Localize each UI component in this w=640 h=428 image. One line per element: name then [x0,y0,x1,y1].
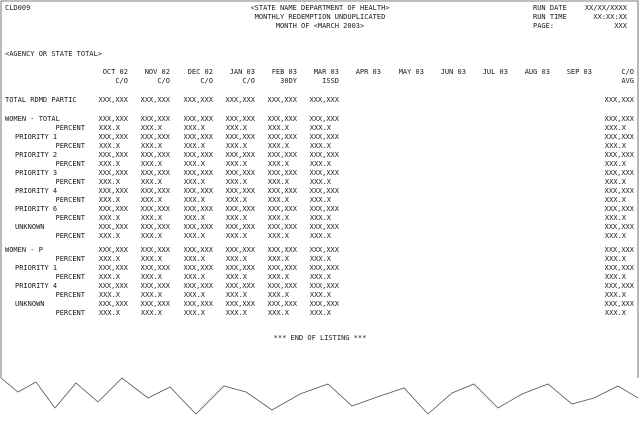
cell-count: XXX,XXX [267,264,297,272]
cell-percent: XXX.X [225,232,247,240]
column-header-month: DEC 02 [187,68,213,76]
cell-count: XXX,XXX [267,115,297,123]
cell-percent: XXX.X [604,178,626,186]
row-label: PRIORITY 4 [15,187,58,195]
cell-percent: XXX.X [225,160,247,168]
cell-count: XXX,XXX [98,246,128,254]
cell-percent: XXX.X [140,232,162,240]
cell-count: XXX,XXX [225,246,255,254]
cell-count: XXX,XXX [604,169,634,177]
cell-count: XXX,XXX [267,300,297,308]
column-header-month: C/O [621,68,634,76]
cell-count: XXX,XXX [140,246,170,254]
row-label: UNKNOWN [15,300,45,308]
row-label: PRIORITY 4 [15,282,58,290]
column-header-month: JAN 03 [229,68,255,76]
cell-percent: XXX.X [604,124,626,132]
cell-percent: XXX.X [267,291,289,299]
cell-count: XXX,XXX [225,151,255,159]
row-label: TOTAL RDMD PARTIC [5,96,77,104]
cell-count: XXX,XXX [98,223,128,231]
column-header-month: JUL 03 [482,68,508,76]
cell-count: XXX,XXX [98,264,128,272]
cell-percent: XXX.X [183,142,205,150]
cell-count: XXX,XXX [225,133,255,141]
row-label-percent: PERCENT [55,255,85,263]
cell-percent: XXX.X [183,178,205,186]
row-label-percent: PERCENT [55,232,85,240]
run-time-label: RUN TIME [533,13,567,21]
cell-percent: XXX.X [225,273,247,281]
cell-count: XXX,XXX [604,246,634,254]
row-label-percent: PERCENT [55,124,85,132]
cell-count: XXX,XXX [140,151,170,159]
cell-count: XXX,XXX [140,300,170,308]
cell-percent: XXX.X [98,273,120,281]
cell-count: XXX,XXX [267,187,297,195]
row-label-percent: PERCENT [55,178,85,186]
row-label: UNKNOWN [15,223,45,231]
column-header-sub: ISSD [322,77,339,85]
cell-percent: XXX.X [183,196,205,204]
row-label: PRIORITY 3 [15,169,58,177]
cell-count: XXX,XXX [225,115,255,123]
cell-count: XXX,XXX [183,151,213,159]
cell-count: XXX,XXX [140,96,170,104]
cell-count: XXX,XXX [183,169,213,177]
cell-count: XXX,XXX [98,133,128,141]
cell-percent: XXX.X [267,232,289,240]
row-label-percent: PERCENT [55,214,85,222]
cell-count: XXX,XXX [98,169,128,177]
cell-count: XXX,XXX [267,205,297,213]
cell-count: XXX,XXX [140,115,170,123]
row-label: PRIORITY 1 [15,264,58,272]
column-header-sub: C/O [115,77,128,85]
cell-count: XXX,XXX [225,223,255,231]
cell-count: XXX,XXX [309,115,339,123]
cell-count: XXX,XXX [183,264,213,272]
cell-count: XXX,XXX [604,187,634,195]
cell-percent: XXX.X [267,273,289,281]
cell-count: XXX,XXX [267,223,297,231]
cell-count: XXX,XXX [309,300,339,308]
cell-percent: XXX.X [267,196,289,204]
cell-percent: XXX.X [225,291,247,299]
cell-percent: XXX.X [604,291,626,299]
cell-count: XXX,XXX [140,205,170,213]
cell-count: XXX,XXX [267,151,297,159]
run-date-label: RUN DATE [533,4,567,12]
row-label: PRIORITY 2 [15,151,58,159]
cell-count: XXX,XXX [98,300,128,308]
cell-percent: XXX.X [183,273,205,281]
cell-percent: XXX.X [604,273,626,281]
cell-count: XXX,XXX [309,282,339,290]
cell-count: XXX,XXX [183,300,213,308]
cell-count: XXX,XXX [183,246,213,254]
row-label: WOMEN - P [5,246,43,254]
cell-count: XXX,XXX [225,169,255,177]
cell-count: XXX,XXX [183,205,213,213]
row-label: PRIORITY 6 [15,205,58,213]
row-label-percent: PERCENT [55,142,85,150]
cell-percent: XXX.X [309,273,331,281]
cell-percent: XXX.X [604,160,626,168]
cell-percent: XXX.X [98,232,120,240]
cell-count: XXX,XXX [604,133,634,141]
cell-percent: XXX.X [604,255,626,263]
cell-percent: XXX.X [309,232,331,240]
cell-percent: XXX.X [604,142,626,150]
cell-count: XXX,XXX [604,115,634,123]
cell-percent: XXX.X [309,214,331,222]
cell-percent: XXX.X [183,232,205,240]
cell-percent: XXX.X [309,142,331,150]
cell-count: XXX,XXX [267,96,297,104]
cell-count: XXX,XXX [604,264,634,272]
cell-count: XXX,XXX [225,282,255,290]
row-label-percent: PERCENT [55,273,85,281]
report-title-line1: <STATE NAME DEPARTMENT OF HEALTH> [250,4,390,12]
column-header-month: JUN 03 [440,68,466,76]
cell-count: XXX,XXX [98,205,128,213]
cell-count: XXX,XXX [183,133,213,141]
cell-count: XXX,XXX [98,187,128,195]
cell-percent: XXX.X [98,178,120,186]
column-header-month: FEB 03 [271,68,297,76]
column-header-month: OCT 02 [102,68,128,76]
cell-percent: XXX.X [98,196,120,204]
row-label-percent: PERCENT [55,160,85,168]
cell-count: XXX,XXX [140,282,170,290]
cell-count: XXX,XXX [309,187,339,195]
cell-count: XXX,XXX [309,169,339,177]
cell-count: XXX,XXX [604,223,634,231]
report-id: CLD009 [5,4,31,12]
report-title-line3: MONTH OF <MARCH 2003> [275,22,365,30]
cell-percent: XXX.X [140,142,162,150]
cell-count: XXX,XXX [183,115,213,123]
cell-count: XXX,XXX [140,223,170,231]
cell-percent: XXX.X [309,160,331,168]
cell-count: XXX,XXX [225,264,255,272]
cell-percent: XXX.X [604,309,626,317]
cell-percent: XXX.X [140,255,162,263]
cell-percent: XXX.X [225,255,247,263]
column-header-month: SEP 03 [566,68,592,76]
cell-percent: XXX.X [604,196,626,204]
cell-percent: XXX.X [140,124,162,132]
cell-percent: XXX.X [267,214,289,222]
column-header-month: NOV 02 [144,68,170,76]
cell-count: XXX,XXX [183,223,213,231]
cell-percent: XXX.X [140,160,162,168]
row-label: WOMEN - TOTAL [5,115,60,123]
cell-percent: XXX.X [98,291,120,299]
cell-count: XXX,XXX [309,205,339,213]
cell-percent: XXX.X [183,291,205,299]
cell-count: XXX,XXX [309,96,339,104]
column-header-month: AUG 03 [524,68,550,76]
cell-percent: XXX.X [225,214,247,222]
cell-percent: XXX.X [140,273,162,281]
cell-percent: XXX.X [267,124,289,132]
cell-count: XXX,XXX [140,133,170,141]
cell-count: XXX,XXX [267,282,297,290]
cell-percent: XXX.X [309,309,331,317]
cell-count: XXX,XXX [183,282,213,290]
cell-count: XXX,XXX [309,223,339,231]
cell-count: XXX,XXX [309,133,339,141]
cell-percent: XXX.X [140,196,162,204]
report-title-line2: MONTHLY REDEMPTION UNDUPLICATED [254,13,386,21]
cell-count: XXX,XXX [140,187,170,195]
cell-percent: XXX.X [604,232,626,240]
cell-count: XXX,XXX [267,169,297,177]
column-header-month: MAY 03 [398,68,424,76]
cell-count: XXX,XXX [309,246,339,254]
cell-count: XXX,XXX [98,115,128,123]
cell-percent: XXX.X [309,196,331,204]
column-header-sub: C/O [242,77,255,85]
column-header-sub: C/O [157,77,170,85]
cell-percent: XXX.X [267,309,289,317]
cell-percent: XXX.X [98,255,120,263]
cell-percent: XXX.X [98,214,120,222]
agency-label: <AGENCY OR STATE TOTAL> [5,50,102,58]
cell-count: XXX,XXX [267,246,297,254]
cell-count: XXX,XXX [309,264,339,272]
cell-count: XXX,XXX [267,133,297,141]
cell-percent: XXX.X [140,214,162,222]
cell-percent: XXX.X [98,309,120,317]
cell-count: XXX,XXX [140,264,170,272]
cell-count: XXX,XXX [225,205,255,213]
cell-count: XXX,XXX [98,96,128,104]
cell-percent: XXX.X [98,124,120,132]
page-value: XXX [614,22,627,30]
cell-percent: XXX.X [225,178,247,186]
cell-percent: XXX.X [183,124,205,132]
end-of-listing: *** END OF LISTING *** [273,334,367,342]
cell-count: XXX,XXX [604,282,634,290]
cell-percent: XXX.X [267,178,289,186]
column-header-month: MAR 03 [313,68,339,76]
cell-percent: XXX.X [183,214,205,222]
cell-count: XXX,XXX [98,151,128,159]
cell-percent: XXX.X [140,291,162,299]
cell-percent: XXX.X [183,160,205,168]
cell-count: XXX,XXX [225,300,255,308]
cell-percent: XXX.X [604,214,626,222]
cell-percent: XXX.X [225,142,247,150]
run-time-value: XX:XX:XX [593,13,627,21]
cell-count: XXX,XXX [604,96,634,104]
cell-count: XXX,XXX [183,187,213,195]
cell-percent: XXX.X [267,255,289,263]
cell-percent: XXX.X [225,124,247,132]
cell-count: XXX,XXX [604,205,634,213]
cell-count: XXX,XXX [604,300,634,308]
cell-percent: XXX.X [309,291,331,299]
column-header-sub: 30DY [280,77,297,85]
cell-percent: XXX.X [183,255,205,263]
cell-percent: XXX.X [140,178,162,186]
cell-percent: XXX.X [267,160,289,168]
cell-percent: XXX.X [225,196,247,204]
cell-percent: XXX.X [309,124,331,132]
cell-percent: XXX.X [309,178,331,186]
column-header-sub: AVG [621,77,634,85]
cell-count: XXX,XXX [309,151,339,159]
cell-count: XXX,XXX [98,282,128,290]
cell-percent: XXX.X [98,160,120,168]
cell-percent: XXX.X [267,142,289,150]
run-date-value: XX/XX/XXXX [584,4,627,12]
cell-percent: XXX.X [98,142,120,150]
row-label-percent: PERCENT [55,309,85,317]
cell-percent: XXX.X [309,255,331,263]
column-header-month: APR 03 [355,68,381,76]
row-label: PRIORITY 1 [15,133,58,141]
cell-count: XXX,XXX [225,96,255,104]
row-label-percent: PERCENT [55,196,85,204]
cell-count: XXX,XXX [183,96,213,104]
cell-count: XXX,XXX [604,151,634,159]
row-label-percent: PERCENT [55,291,85,299]
cell-percent: XXX.X [140,309,162,317]
page-label: PAGE: [533,22,555,30]
column-header-sub: C/O [200,77,213,85]
cell-percent: XXX.X [183,309,205,317]
cell-count: XXX,XXX [225,187,255,195]
cell-percent: XXX.X [225,309,247,317]
cell-count: XXX,XXX [140,169,170,177]
